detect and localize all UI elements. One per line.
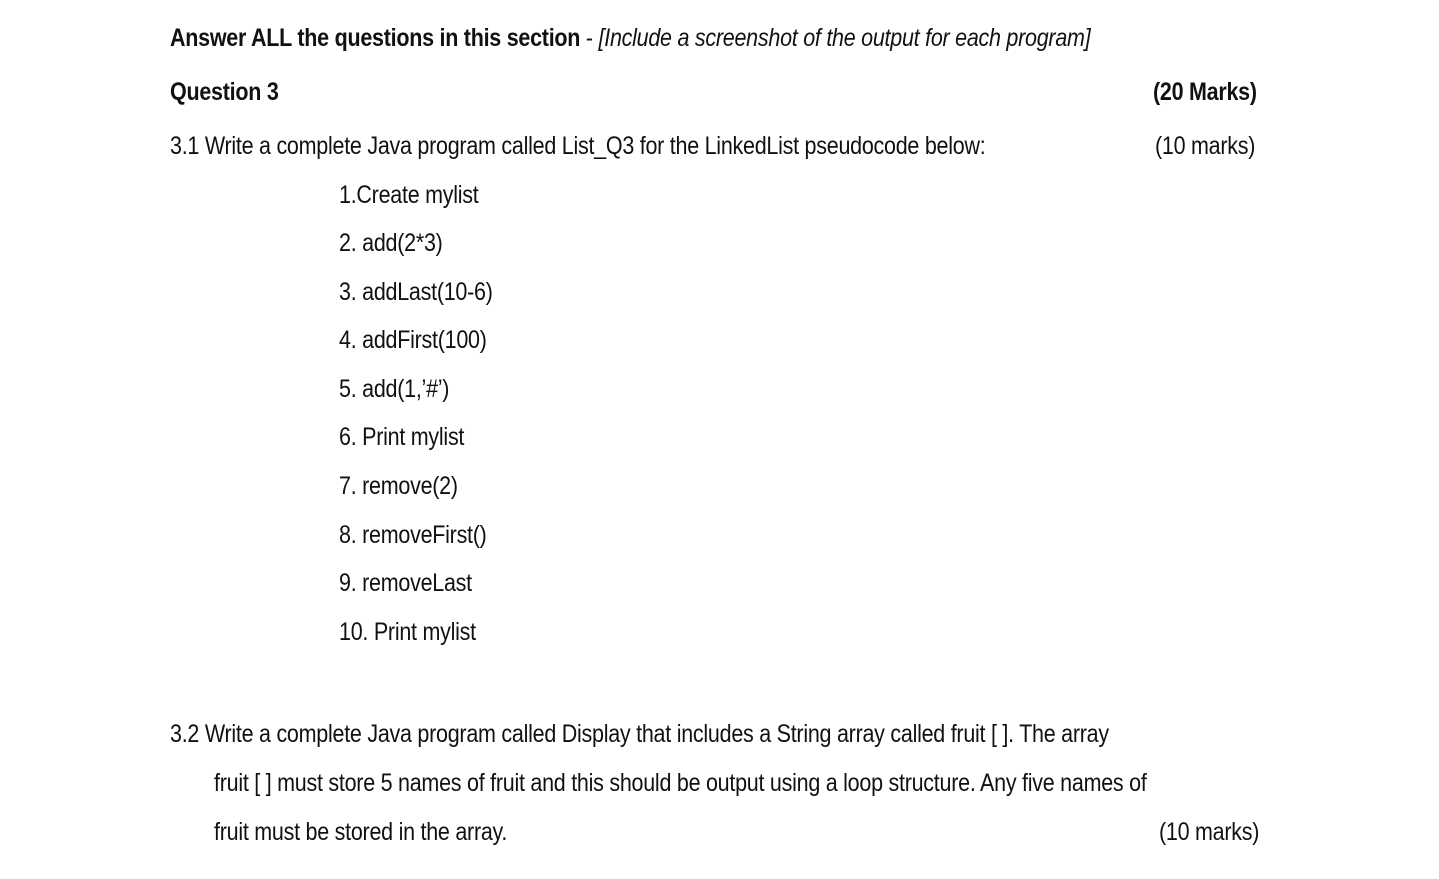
q3-1-prompt: 3.1 Write a complete Java program called List_Q3 for the LinkedList pseudocode below: [170,132,986,160]
pseudocode-step: 3. addLast(10-6) [339,278,493,306]
question-total-marks: (20 Marks) [1153,78,1257,106]
pseudocode-step: 8. removeFirst() [339,521,487,549]
pseudocode-step: 9. removeLast [339,569,472,597]
section-instruction-italic: [Include a screenshot of the output for each program] [598,24,1091,52]
pseudocode-step: 4. addFirst(100) [339,326,487,354]
section-instruction-separator: - [580,24,599,52]
q3-2-prompt-line-1: 3.2 Write a complete Java program called Display that includes a String array called fruit [ ]. The array [170,720,1109,748]
section-instruction-bold: Answer ALL the questions in this section [170,24,581,52]
pseudocode-step: 2. add(2*3) [339,229,443,257]
q3-1-marks: (10 marks) [1155,132,1256,160]
pseudocode-step: 1.Create mylist [339,181,479,209]
q3-2-prompt-line-2: fruit [ ] must store 5 names of fruit and this should be output using a loop structure. Any five names of [214,769,1147,797]
pseudocode-step: 6. Print mylist [339,423,465,451]
q3-2-marks: (10 marks) [1159,818,1260,846]
question-title: Question 3 [170,78,279,106]
pseudocode-step: 10. Print mylist [339,618,476,646]
q3-2-prompt-line-3: fruit must be stored in the array. [214,818,508,846]
pseudocode-step: 5. add(1,’#’) [339,375,450,403]
section-instruction [170,23,1090,53]
pseudocode-step: 7. remove(2) [339,472,458,500]
